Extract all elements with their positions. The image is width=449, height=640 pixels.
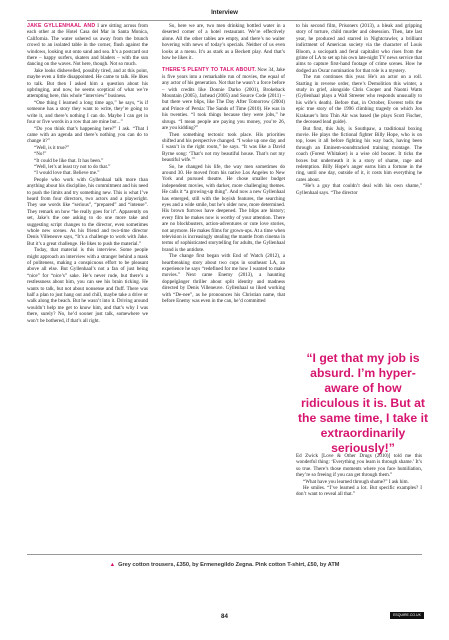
section-lead-in: THERE’S PLENTY TO TALK ABOUT.	[162, 67, 257, 74]
paragraph: “I would love that. Believe me.”	[34, 170, 100, 177]
page-number: 84	[221, 613, 228, 620]
publisher-credit: ESQUIRE.CO.UK	[390, 612, 424, 619]
paragraph: “He’s a guy that couldn’t deal with his own shame,” Gyllenhaal says. “The director	[296, 183, 422, 196]
paragraph: to his second film, Prisoners (2013), a bleak and gripping story of torture, child murder and obsession. Then, late last year, he produced and starred in Nightcrawler, a brilliant indictment of American society via the character of Louis Bloom, a sociopath and feral capitalist who rises from the grime of LA to set up his own late-night TV news service that aims to capture first-hand footage of crime scenes. How he dodged an Oscar nomination for that role is a mystery.	[296, 23, 422, 74]
top-rule	[27, 20, 422, 21]
paragraph: The run continues this year. He’s an actor on a roll. Starting in reverse order, there’s Demolition this winter, a study in grief, alongside Chris Cooper and Naomi Watts (Gyllenhaal plays a Wall Streeter who responds unusually to his wife’s death). Before that, in October, Everest tells the epic true story of the 1996 climbing tragedy on which Jon Krakauer’s Into Thin Air was based (he plays Scott Fischer, the deceased lead guide).	[296, 74, 422, 126]
paragraph: So, he changed his life, the way men sometimes do around 30. He moved from his native Los Angeles to New York and pursued theatre. He chose smaller budget independent movies, with darker, more challenging themes. He calls it “a growing-up thing”. And now a new Gyllenhaal has emerged, still with the boyish features, the searching eyes and a wide smile, but he’s older now, more determined. His brown furrows have deepened. The blips are history; every film he makes now is worthy of your attention. There are no blockbusters, action-adventures or cute love stories, not anymore. He makes films for grown-ups. At a time when television is increasingly stealing the mantle from cinema in terms of sophisticated storytelling for adults, the Gyllenhaal brand is the antidote.	[162, 163, 285, 253]
column-3	[296, 23, 422, 196]
paragraph: People who work with Gyllenhaal talk more than anything about his discipline, his commitment and his need to push the limits and try something new. This is what I’ve heard from four directors, two actors and a playwright. They use words like “serious”, “prepared” and “intense”. They remark on how “he really goes for it”. Apparently on set, Jake’s the one asking to do one more take and suggesting script changes to the director, even sometimes whole new scenes. As his friend and two-time director Denis Villeneuve says, “It’s a challenge to work with Jake. But it’s a great challenge. He likes to push the material.”	[27, 176, 148, 247]
paragraph-text: Now 34, Jake is five years into a remarkable run of movies, the equal of any actor of his generation. Not that he wasn’t a force before – with credits like Donnie Darko (2001), Brokeback Mountain (2005), Jarhead (2005) and Source Code (2011) – but there were blips, like The Day After Tomorrow (2004) and Prince of Persia: The Sands of Time (2010). He was in his twenties. “I took things because they were jobs,” he shrugs. “I mean people are paying you money, you’re 26, are you kidding?”	[162, 67, 285, 132]
bottom-rule	[27, 554, 422, 555]
column-3-continued	[296, 453, 422, 498]
paragraph: “One thing I learned a long time ago,” he says, “is if someone has a story they want to write, they’re going to write it, and there’s nothing I can do. Maybe I can get in four or five words in a row that are mine but...”	[27, 99, 148, 126]
paragraph: “It could be like that. It has been.”	[34, 157, 104, 164]
paragraph	[27, 23, 148, 68]
paragraph: Jake looks dishevelled, possibly tired, and at this point, maybe even a little disappointed. He came to talk. He likes to talk. But then I asked him a question about his upbringing, and now, he seems sceptical of what we’re attempting here, this whole “interview” business.	[27, 67, 148, 100]
lead-in: JAKE GYLLENHAAL AND	[27, 23, 96, 29]
section-header: Interview	[211, 9, 238, 16]
paragraph: “No!”	[34, 151, 47, 158]
photo-caption	[0, 562, 449, 568]
paragraph: But first, this July, is Southpaw, a traditional boxing movie. He plays the fictional fighter Billy Hope, who is on top, loses it all before fighting his way back, having been through an Eminem-soundtracked training montage. The coach (Forest Whitaker) is a wise old boozer. It ticks the boxes but underneath it is a story of shame, rage and redemption. Billy Hope’s anger earns him a fortune in the ring, until one day, outside of it, it costs him everything he cares about.	[296, 125, 422, 183]
paragraph	[162, 67, 285, 131]
paragraph: Ed Zwick [Love & Other Drugs (2010)] told me this wonderful thing: ‘Everything you learn is through shame.’ It’s so true. There’s those moments where you face humiliation, they’re so freeing if you can get through them.”	[296, 453, 422, 479]
paragraph-text: I are sitting across from each other at the Hotel Casa del Mar in Santa Monica, California. The water ushered us away from the brunch crowd to an isolated table in the corner, flush against the windows, looking out onto sand and sea. It’s a postcard out there – happy surfers, skaters and bladers – with the sun dancing on the waves. Not here, though. Not so much.	[27, 23, 148, 68]
arrow-up-icon: ▲	[109, 562, 116, 568]
paragraph: He smiles. “I’ve learned a lot. But specific examples? I don’t want to reveal all that.”	[296, 485, 422, 498]
paragraph: “Do you think that’s happening here?” I ask. “That I came with an agenda and there’s nothing you can do to change it?”	[27, 125, 148, 145]
paragraph: The change first began with End of Watch (2012), a heartbreaking story about two cops in southeast LA, an experience he says “redefined for me how I wanted to make movies.” Next came Enemy (2013), a haunting doppelgänger thriller about split identity and madness directed by Denis Villeneuve. Gyllenhaal so liked working with “De-nee”, as he pronounces his Christian name, that before Enemy was even in the can, he’d committed	[162, 253, 285, 305]
paragraph: Today, that material is this interview. Some people might approach an interview with a stranger behind a mask of politeness, making a conspicuous effort to be pleasant above all else. But Gyllenhaal’s not a fan of just being “nice” for “nice’s” sake. He’s never rude, but there’s a restlessness about him, you can see his brain ticking. He wants to talk, but not about nonsense and fluff. There was half a plan to just hang out and chill, maybe take a drive or walk along the beach. But he wasn’t into it. Driving around wouldn’t help me get to know him, and that’s why I was there, surely? No, he’d sooner just talk, somewhere we won’t be bothered, if that’s all right.	[27, 247, 148, 324]
paragraph: So, here we are, two men drinking bottled water in a deserted corner of a hotel restaurant. We’re effectively alone. All the other tables are empty, and there’s no waiter hovering with news of today’s specials. Neither of us even looks at a menu. It’s as stark as a Beckett play. And that’s how he likes it.	[162, 23, 285, 62]
pull-quote: “I get that my job is absurd. I’m hyper-aware of how ridiculous it is. But at the same time, I take it extraordinarily seriously!”	[294, 351, 432, 456]
column-1	[27, 23, 148, 324]
paragraph: Then something tectonic took place. His priorities shifted and his perspective changed. “I woke up one day and I wasn’t in the right room,” he says. “It was like a David Byrne song: ‘That’s not my beautiful house. That’s not my beautiful wife.’”	[162, 131, 285, 164]
paragraph: “Well, let’s at least try not to do that.”	[34, 163, 111, 170]
paragraph: “Well, is it true?”	[34, 144, 70, 151]
column-2	[162, 23, 285, 304]
caption-text: Grey cotton trousers, £350, by Ermenegildo Zegna. Pink cotton T-shirt, £50, by ATM	[118, 562, 340, 568]
paragraph: “What have you learned through shame?” I ask him.	[303, 478, 409, 485]
